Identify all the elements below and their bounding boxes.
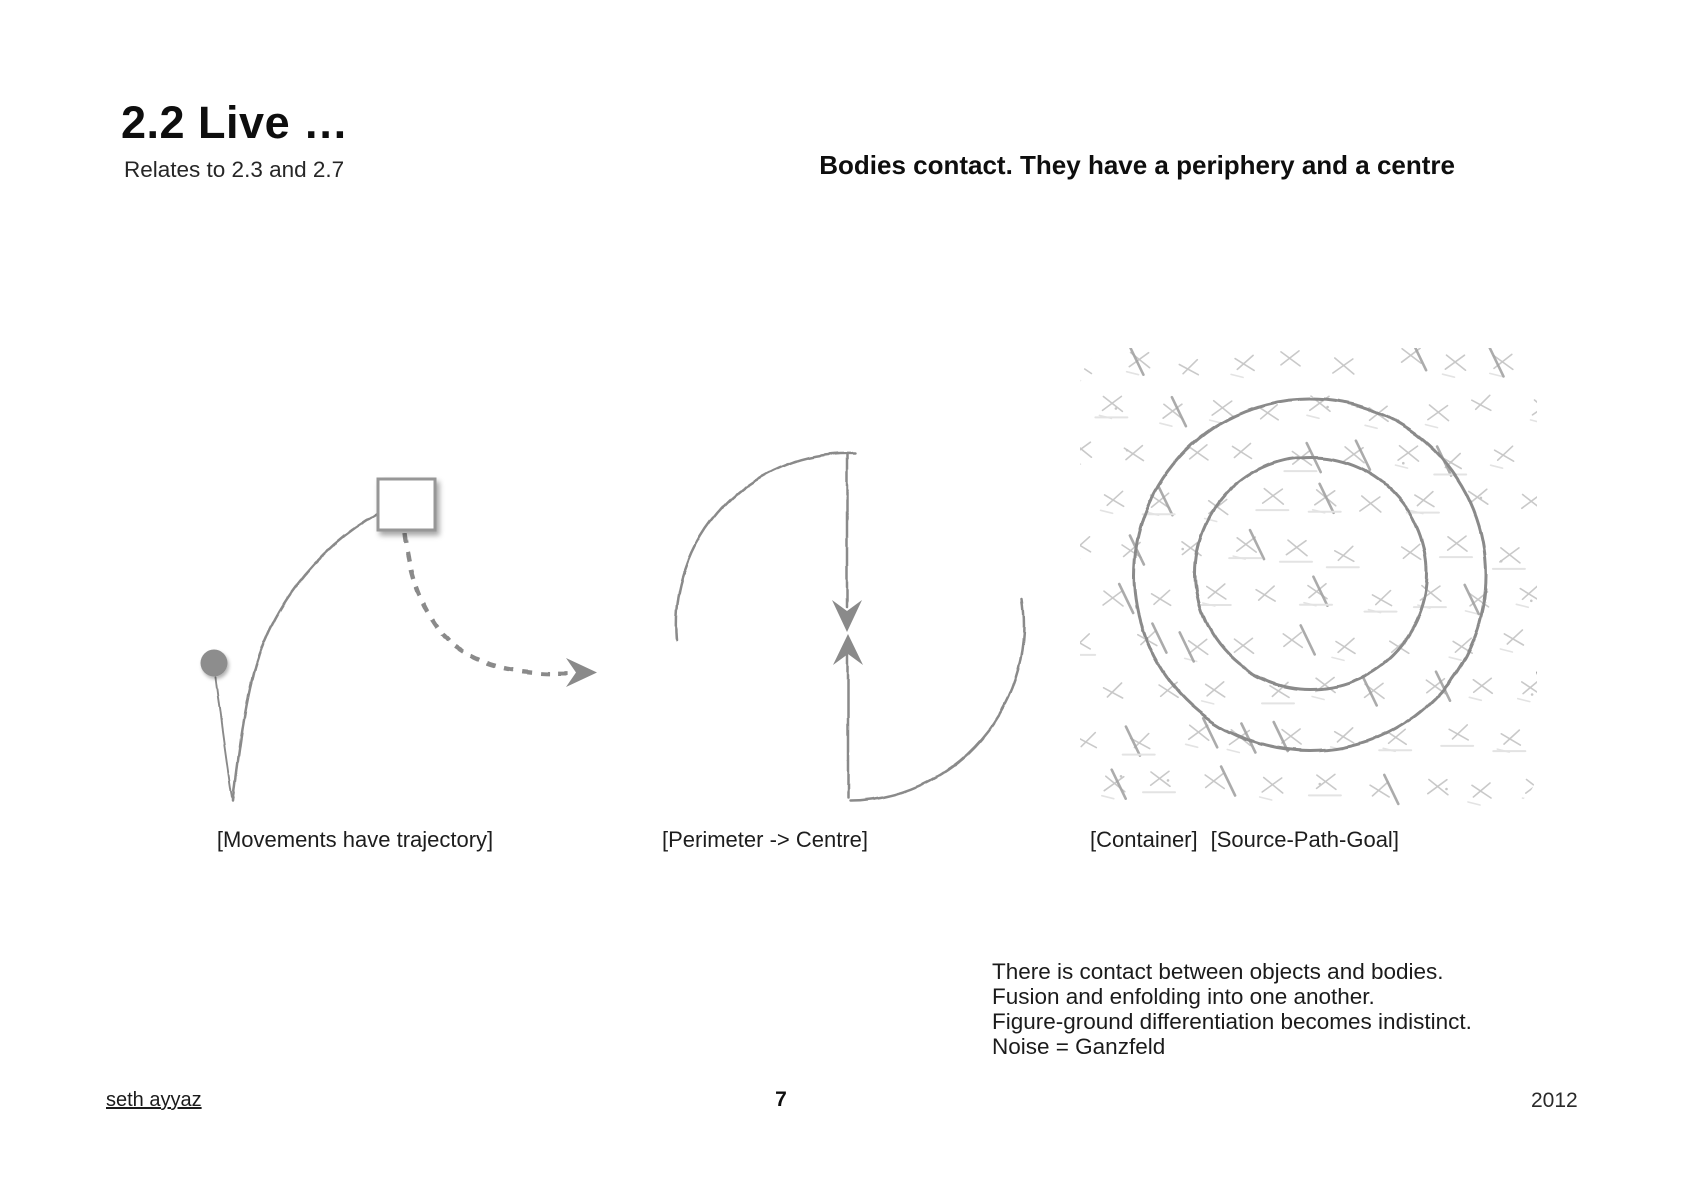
caption-perimeter-centre: [Perimeter -> Centre]	[661, 827, 869, 852]
caption-source-path-goal: [Source-Path-Goal]	[1210, 827, 1399, 852]
note-line: There is contact between objects and bodies.	[992, 959, 1444, 984]
top-left-arc	[676, 453, 855, 640]
page-number: 7	[775, 1088, 787, 1111]
page-title: 2.2 Live …	[121, 97, 349, 148]
object-square	[378, 479, 435, 530]
note-line: Fusion and enfolding into one another.	[992, 984, 1375, 1009]
note-line: Noise = Ganzfeld	[992, 1034, 1166, 1059]
note-line: Figure-ground differentiation becomes indistinct.	[992, 1009, 1472, 1034]
dot-tail-line	[216, 677, 233, 801]
arrowhead-right	[566, 658, 597, 687]
start-dot	[201, 650, 228, 677]
page-subtitle: Relates to 2.3 and 2.7	[124, 157, 345, 182]
caption-trajectory: [Movements have trajectory]	[216, 827, 494, 852]
inner-circle	[1195, 457, 1427, 689]
caption-container-group	[1090, 827, 1399, 853]
caption-container: [Container]	[1090, 827, 1198, 852]
figure-perimeter-centre	[676, 453, 1024, 801]
notes-block	[992, 959, 1472, 1059]
statement-heading: Bodies contact. They have a periphery and a centre	[819, 150, 1455, 180]
dashed-path	[405, 534, 578, 673]
noise-texture-field	[1063, 341, 1553, 805]
footer-author-link[interactable]: seth ayyaz	[106, 1089, 202, 1111]
trajectory-curve	[233, 514, 378, 801]
footer-year: 2012	[1531, 1089, 1578, 1112]
figure-trajectory	[201, 479, 598, 801]
bottom-right-arc	[850, 599, 1024, 801]
